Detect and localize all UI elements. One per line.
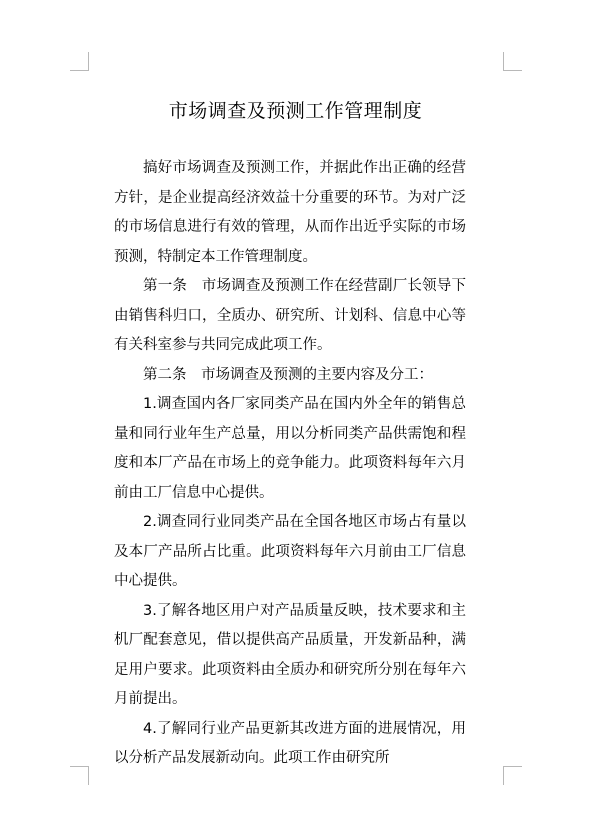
document-body [114, 154, 466, 774]
document-title: 市场调查及预测工作管理制度 [168, 100, 423, 122]
paragraph-item-4: 4.了解同行业产品更新其改进方面的进展情况，用以分析产品发展新动向。此项工作由研究所 [114, 720, 466, 766]
paragraph-item-3: 3.了解各地区用户对产品质量反映，技术要求和主机厂配套意见，借以提供高产品质量，开发新品种，满足用户要求。此项资料由全质办和研究所分别在每年六月前提出。 [114, 602, 466, 707]
paragraph-item-2: 2.调查同行业同类产品在全国各地区市场占有量以及本厂产品所占比重。此项资料每年六月前由工厂信息中心提供。 [114, 514, 466, 589]
paragraph-article-2: 第二条 市场调查及预测的主要内容及分工： [143, 366, 433, 383]
crop-mark-bottom-left [70, 766, 89, 785]
crop-mark-bottom-right [503, 766, 522, 785]
paragraph-item-1: 1.调查国内各厂家同类产品在国内外全年的销售总量和同行业年生产总量，用以分析同类产品供需饱和程度和本厂产品在市场上的竞争能力。此项资料每年六月前由工厂信息中心提供。 [114, 396, 466, 501]
paragraph-article-1: 第一条 市场调查及预测工作在经营副厂长领导下由销售科归口，全质办、研究所、计划科、信息中心等有关科室参与共同完成此项工作。 [114, 278, 466, 353]
crop-mark-top-left [70, 52, 89, 71]
paragraph-intro: 搞好市场调查及预测工作，并据此作出正确的经营方针，是企业提高经济效益十分重要的环节。为对广泛的市场信息进行有效的管理，从而作出近乎实际的市场预测，特制定本工作管理制度。 [114, 160, 466, 265]
crop-mark-top-right [503, 52, 522, 71]
